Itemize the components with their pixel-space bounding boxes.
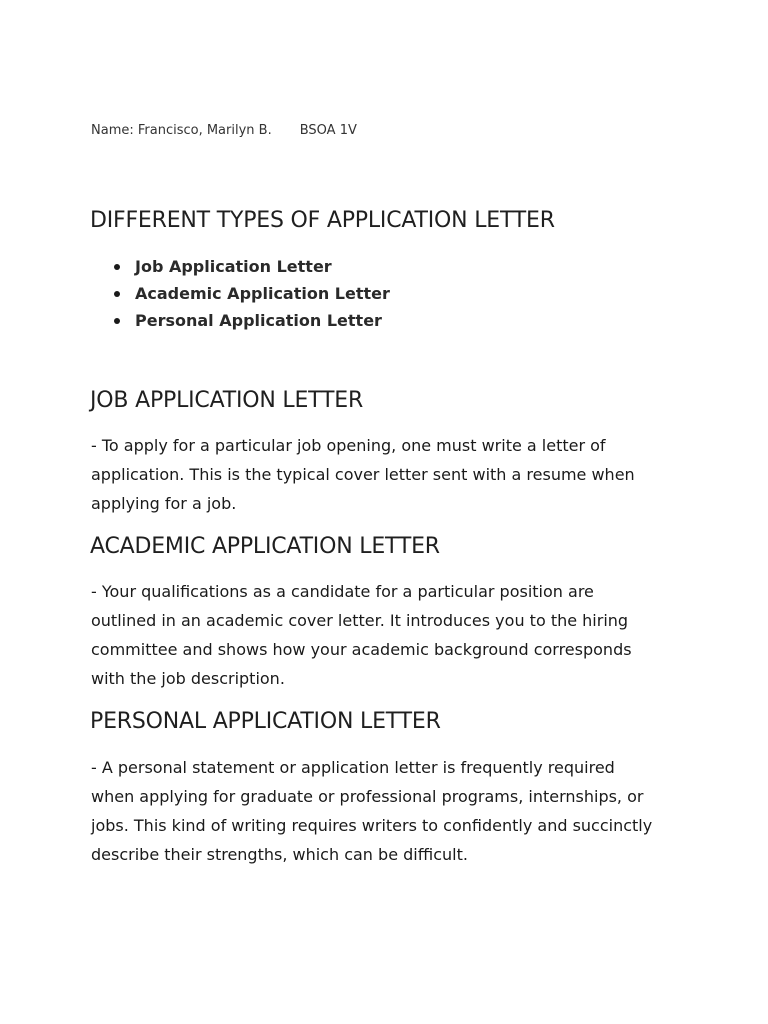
- paragraph-line: jobs. This kind of writing requires writers to confidently and succinctly: [91, 816, 653, 835]
- academic-heading: ACADEMIC APPLICATION LETTER: [90, 534, 440, 559]
- list-item: [113, 256, 390, 283]
- list-item: [113, 283, 390, 310]
- bullet-icon: [114, 318, 120, 324]
- paragraph-line: applying for a job.: [91, 494, 237, 513]
- job-paragraph: [91, 431, 681, 518]
- paragraph-line: describe their strengths, which can be difficult.: [91, 845, 468, 864]
- types-heading: DIFFERENT TYPES OF APPLICATION LETTER: [90, 208, 555, 233]
- paragraph-line: - Your qualifications as a candidate for a particular position are: [91, 582, 594, 601]
- list-item-label: Personal Application Letter: [135, 311, 382, 330]
- student-name: Name: Francisco, Marilyn B.: [91, 123, 272, 138]
- student-info: [91, 123, 357, 138]
- course-section: BSOA 1V: [299, 123, 357, 138]
- paragraph-line: when applying for graduate or professional programs, internships, or: [91, 787, 644, 806]
- bullet-icon: [114, 264, 120, 270]
- paragraph-line: - To apply for a particular job opening, one must write a letter of: [91, 436, 606, 455]
- list-item: [113, 310, 390, 337]
- list-item-label: Academic Application Letter: [135, 284, 390, 303]
- personal-paragraph: [91, 753, 681, 869]
- personal-heading: PERSONAL APPLICATION LETTER: [90, 709, 441, 734]
- types-list: [113, 256, 390, 337]
- job-heading: JOB APPLICATION LETTER: [90, 388, 364, 413]
- list-item-label: Job Application Letter: [135, 257, 332, 276]
- paragraph-line: application. This is the typical cover letter sent with a resume when: [91, 465, 635, 484]
- paragraph-line: committee and shows how your academic background corresponds: [91, 640, 632, 659]
- paragraph-line: - A personal statement or application letter is frequently required: [91, 758, 615, 777]
- bullet-icon: [114, 291, 120, 297]
- academic-paragraph: [91, 577, 681, 693]
- paragraph-line: outlined in an academic cover letter. It introduces you to the hiring: [91, 611, 629, 630]
- paragraph-line: with the job description.: [91, 669, 285, 688]
